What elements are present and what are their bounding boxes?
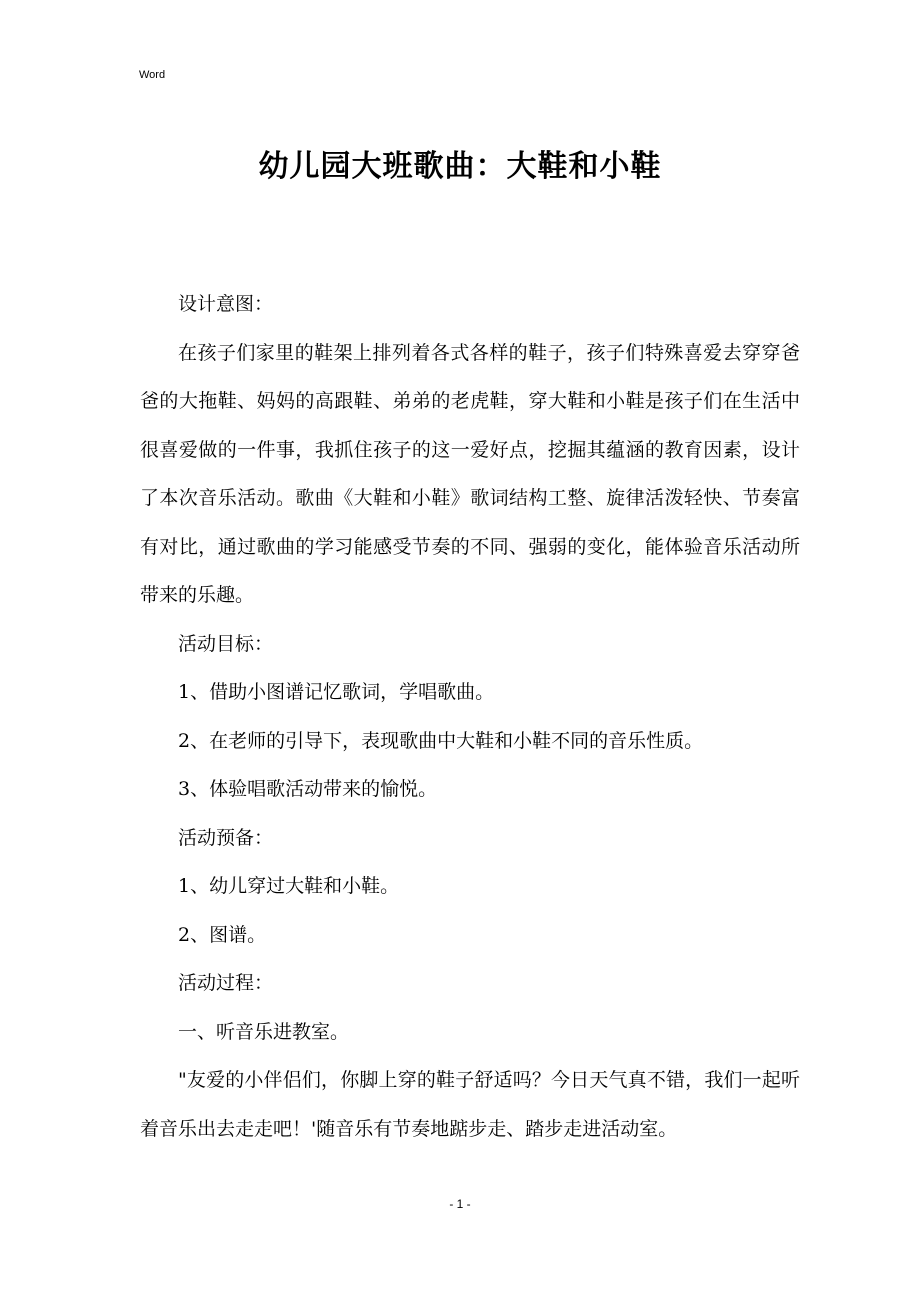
paragraph-goals-heading: 活动目标： bbox=[178, 632, 274, 655]
paragraph-preparation-heading: 活动预备： bbox=[178, 826, 274, 849]
paragraph-design-intent-heading: 设计意图： bbox=[178, 293, 274, 315]
paragraph-design-intent-body: 在孩子们家里的鞋架上排列着各式各样的鞋子，孩子们特殊喜爱去穿穿爸爸的大拖鞋、妈妈的高跟鞋、弟弟的老虎鞋，穿大鞋和小鞋是孩子们在生活中很喜爱做的一件事，我抓住孩子的这一爱好点，挖掘其蕴涵的教育因素，设计了本次音乐活动。歌曲《大鞋和小鞋》歌词结构工整、旋律活泼轻快、节奏富有对比，通过歌曲的学习能感受节奏的不同、强弱的变化，能体验音乐活动所带来的乐趣。 bbox=[140, 341, 800, 606]
paragraph-process-heading: 活动过程： bbox=[178, 972, 274, 994]
page-number: - 1 - bbox=[449, 1197, 471, 1211]
document-body bbox=[140, 280, 800, 1153]
paragraph-process-step-1: 一、听音乐进教室。 bbox=[178, 1020, 350, 1043]
paragraph-preparation-2: 2、图谱。 bbox=[178, 923, 267, 946]
paragraph-goal-3: 3、体验唱歌活动带来的愉悦。 bbox=[178, 778, 438, 800]
header-app-label: Word bbox=[139, 69, 166, 81]
paragraph-process-step-1-body: "友爱的小伴侣们，你脚上穿的鞋子舒适吗？今日天气真不错，我们一起听着音乐出去走走吧！'随音乐有节奏地踮步走、踏步走进活动室。 bbox=[140, 1069, 800, 1140]
paragraph-preparation-1: 1、幼儿穿过大鞋和小鞋。 bbox=[178, 875, 400, 897]
document-title: 幼儿园大班歌曲：大鞋和小鞋 bbox=[258, 149, 662, 184]
paragraph-goal-1: 1、借助小图谱记忆歌词，学唱歌曲。 bbox=[178, 681, 495, 703]
paragraph-goal-2: 2、在老师的引导下，表现歌曲中大鞋和小鞋不同的音乐性质。 bbox=[178, 729, 704, 752]
